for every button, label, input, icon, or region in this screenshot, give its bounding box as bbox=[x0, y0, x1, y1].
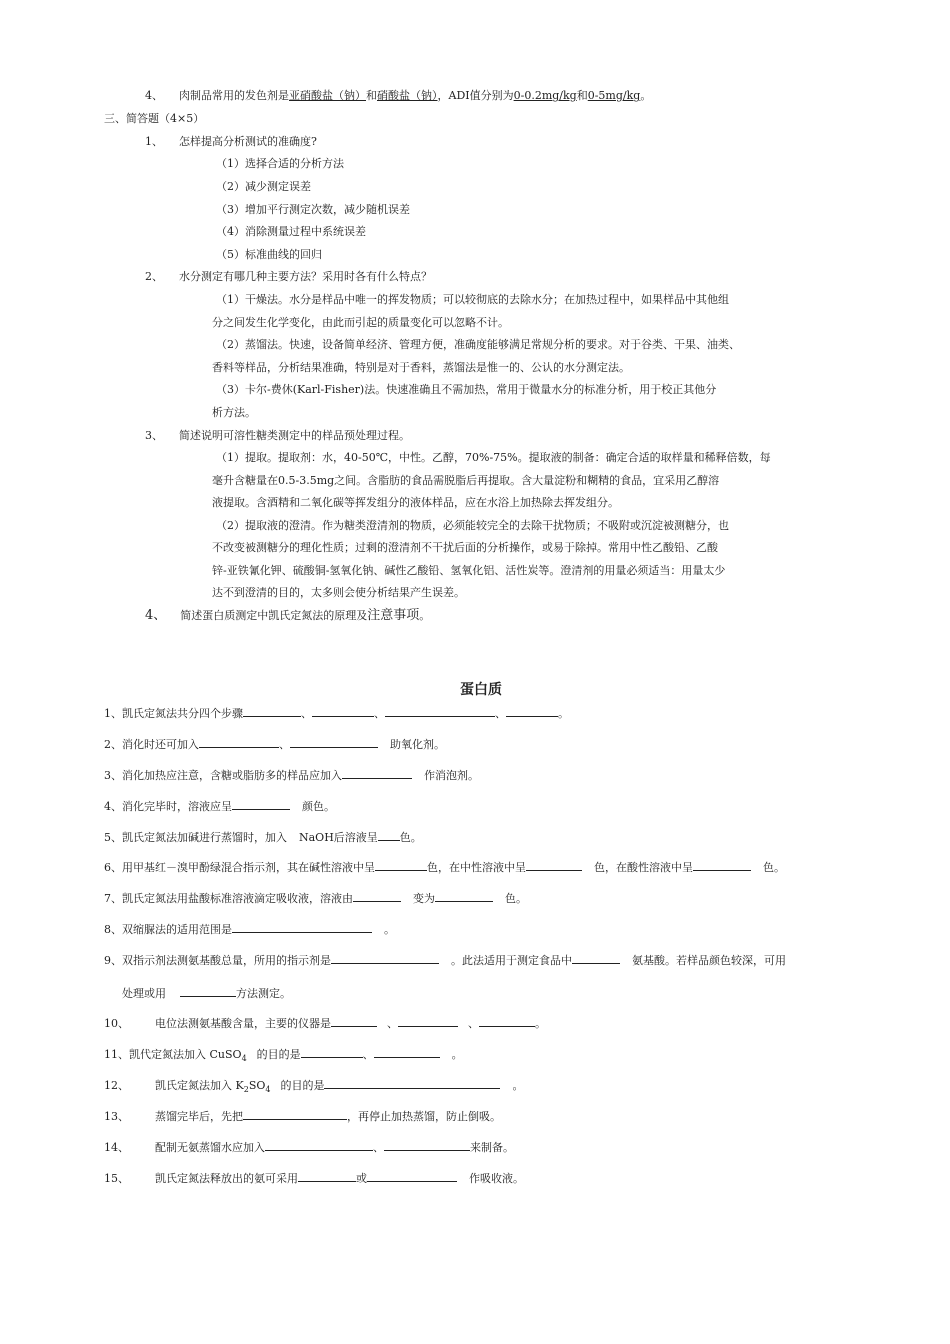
fill-question-11: 11、凯代定氮法加入 CuSO$_4$ 的目的是 、 。 bbox=[104, 1048, 463, 1064]
answer-blank[interactable] bbox=[385, 705, 495, 717]
fill-question-2: 2、消化时还可加入 、 助氧化剂。 bbox=[104, 738, 445, 751]
answer-blank[interactable] bbox=[243, 705, 301, 717]
answer-blank[interactable] bbox=[290, 736, 378, 748]
answer-blank[interactable] bbox=[479, 1015, 535, 1027]
answer-blank[interactable] bbox=[298, 1170, 356, 1182]
item-4-color-agent: 4、 肉制品常用的发色剂是亚硝酸盐（钠）和硝酸盐（钠），ADI值分别为0-0.2mg/kg和0-5mg/kg。 bbox=[145, 89, 652, 102]
answer-blank[interactable] bbox=[331, 952, 439, 964]
answer-line: 达不到澄清的目的，太多则会使分析结果产生误差。 bbox=[212, 586, 465, 599]
fill-question-6: 6、用甲基红－溴甲酚绿混合指示剂，其在碱性溶液中呈 色，在中性溶液中呈 色，在酸性溶液中呈 色。 bbox=[104, 861, 785, 874]
answer-blank[interactable] bbox=[367, 1170, 457, 1182]
answer-line: 锌-亚铁氰化钾、硫酸铜-氢氧化钠、碱性乙酸铅、氢氧化铝、活性炭等。澄清剂的用量必须适当：用量太少 bbox=[212, 564, 726, 577]
section-title: 蛋白质 bbox=[460, 682, 502, 698]
fill-question-8: 8、双缩脲法的适用范围是 。 bbox=[104, 923, 395, 936]
answer-blank[interactable] bbox=[342, 767, 412, 779]
fill-question-10: 10、 电位法测氨基酸含量，主要的仪器是 、 、 。 bbox=[104, 1017, 546, 1030]
answer-blank[interactable] bbox=[384, 1139, 470, 1151]
fill-question-15: 15、 凯氏定氮法释放出的氨可采用 或 作吸收液。 bbox=[104, 1172, 524, 1185]
question-3: 3、 简述说明可溶性糖类测定中的样品预处理过程。 bbox=[145, 429, 410, 442]
answer-line: 析方法。 bbox=[212, 406, 256, 419]
answer-blank[interactable] bbox=[265, 1139, 373, 1151]
answer-blank[interactable] bbox=[301, 1046, 363, 1058]
answer-line: 不改变被测糖分的理化性质；过剩的澄清剂不干扰后面的分析操作，或易于除掉。常用中性乙酸铅、乙酸 bbox=[212, 541, 718, 554]
fill-question-13: 13、 蒸馏完毕后，先把 ，再停止加热蒸馏，防止倒吸。 bbox=[104, 1110, 501, 1123]
fill-question-5: 5、凯氏定氮法加碱进行蒸馏时，加入 NaOH后溶液呈 色。 bbox=[104, 831, 422, 844]
fill-question-3: 3、消化加热应注意，含糖或脂肪多的样品应加入 作消泡剂。 bbox=[104, 769, 479, 782]
answer-blank[interactable] bbox=[324, 1077, 500, 1089]
answer-blank[interactable] bbox=[199, 736, 279, 748]
answer-line: 香料等样品，分析结果准确，特别是对于香料，蒸馏法是惟一的、公认的水分测定法。 bbox=[212, 361, 630, 374]
question-2: 2、 水分测定有哪几种主要方法？采用时各有什么特点？ bbox=[145, 270, 432, 283]
answer-blank[interactable] bbox=[375, 859, 427, 871]
answer-blank[interactable] bbox=[398, 1015, 458, 1027]
answer-line: （5）标准曲线的回归 bbox=[216, 248, 322, 261]
answer-line: （2）提取液的澄清。作为糖类澄清剂的物质，必须能较完全的去除干扰物质；不吸附或沉淀被测糖分，也 bbox=[216, 519, 729, 532]
fill-question-9: 9、双指示剂法测氨基酸总量，所用的指示剂是 。此法适用于测定食品中 氨基酸。若样品颜色较深，可用 bbox=[104, 954, 786, 967]
answer-blank[interactable] bbox=[312, 705, 374, 717]
answer-blank[interactable] bbox=[506, 705, 558, 717]
answer-line: （2）蒸馏法。快速，设备简单经济、管理方便，准确度能够满足常规分析的要求。对于谷类、干果、油类、 bbox=[216, 338, 740, 351]
answer-blank[interactable] bbox=[232, 798, 290, 810]
fill-question-1: 1、凯氏定氮法共分四个步骤 、 、 、 。 bbox=[104, 707, 569, 720]
answer-line: （2）减少测定误差 bbox=[216, 180, 311, 193]
answer-blank[interactable] bbox=[378, 829, 400, 841]
answer-line: （1）提取。提取剂：水，40-50℃，中性。乙醇，70%-75%。提取液的制备：确定合适的取样量和稀释倍数，每 bbox=[216, 451, 771, 464]
answer-line: （1）干燥法。水分是样品中唯一的挥发物质；可以较彻底的去除水分；在加热过程中，如果样品中其他组 bbox=[216, 293, 729, 306]
answer-blank[interactable] bbox=[572, 952, 620, 964]
answer-line: （1）选择合适的分析方法 bbox=[216, 157, 344, 170]
answer-blank[interactable] bbox=[353, 890, 401, 902]
fill-question-14: 14、 配制无氨蒸馏水应加入 、 来制备。 bbox=[104, 1141, 514, 1154]
answer-blank[interactable] bbox=[526, 859, 582, 871]
answer-line: （3）卡尔-费休(Karl-Fisher)法。快速准确且不需加热，常用于微量水分的标准分析，用于校正其他分 bbox=[216, 383, 717, 396]
answer-blank[interactable] bbox=[180, 985, 236, 997]
answer-blank[interactable] bbox=[693, 859, 751, 871]
answer-blank[interactable] bbox=[435, 890, 493, 902]
answer-line: 分之间发生化学变化，由此而引起的质量变化可以忽略不计。 bbox=[212, 316, 509, 329]
question-4: 4、 简述蛋白质测定中凯氏定氮法的原理及注意事项。 bbox=[145, 608, 431, 623]
answer-blank[interactable] bbox=[243, 1108, 347, 1120]
answer-blank[interactable] bbox=[374, 1046, 440, 1058]
answer-line: （4）消除测量过程中系统误差 bbox=[216, 225, 366, 238]
fill-question-7: 7、凯氏定氮法用盐酸标准溶液滴定吸收液，溶液由 变为 色。 bbox=[104, 892, 527, 905]
answer-blank[interactable] bbox=[232, 921, 372, 933]
answer-line: 液提取。含酒精和二氧化碳等挥发组分的液体样品，应在水浴上加热除去挥发组分。 bbox=[212, 496, 619, 509]
fill-question-4: 4、消化完毕时，溶液应呈 颜色。 bbox=[104, 800, 335, 813]
answer-line: 毫升含糖量在0.5-3.5mg之间。含脂肪的食品需脱脂后再提取。含大量淀粉和糊精的食品，宜采用乙醇溶 bbox=[212, 474, 720, 487]
section-heading: 三、简答题（4×5） bbox=[104, 112, 205, 125]
fill-question-9-cont: 处理或用 方法测定。 bbox=[122, 987, 291, 1000]
answer-line: （3）增加平行测定次数，减少随机误差 bbox=[216, 203, 410, 216]
fill-question-12: 12、 凯氏定氮法加入 $K_2SO_4$ 的目的是 。 bbox=[104, 1079, 524, 1095]
question-1: 1、 怎样提高分析测试的准确度? bbox=[145, 135, 317, 148]
answer-blank[interactable] bbox=[331, 1015, 377, 1027]
